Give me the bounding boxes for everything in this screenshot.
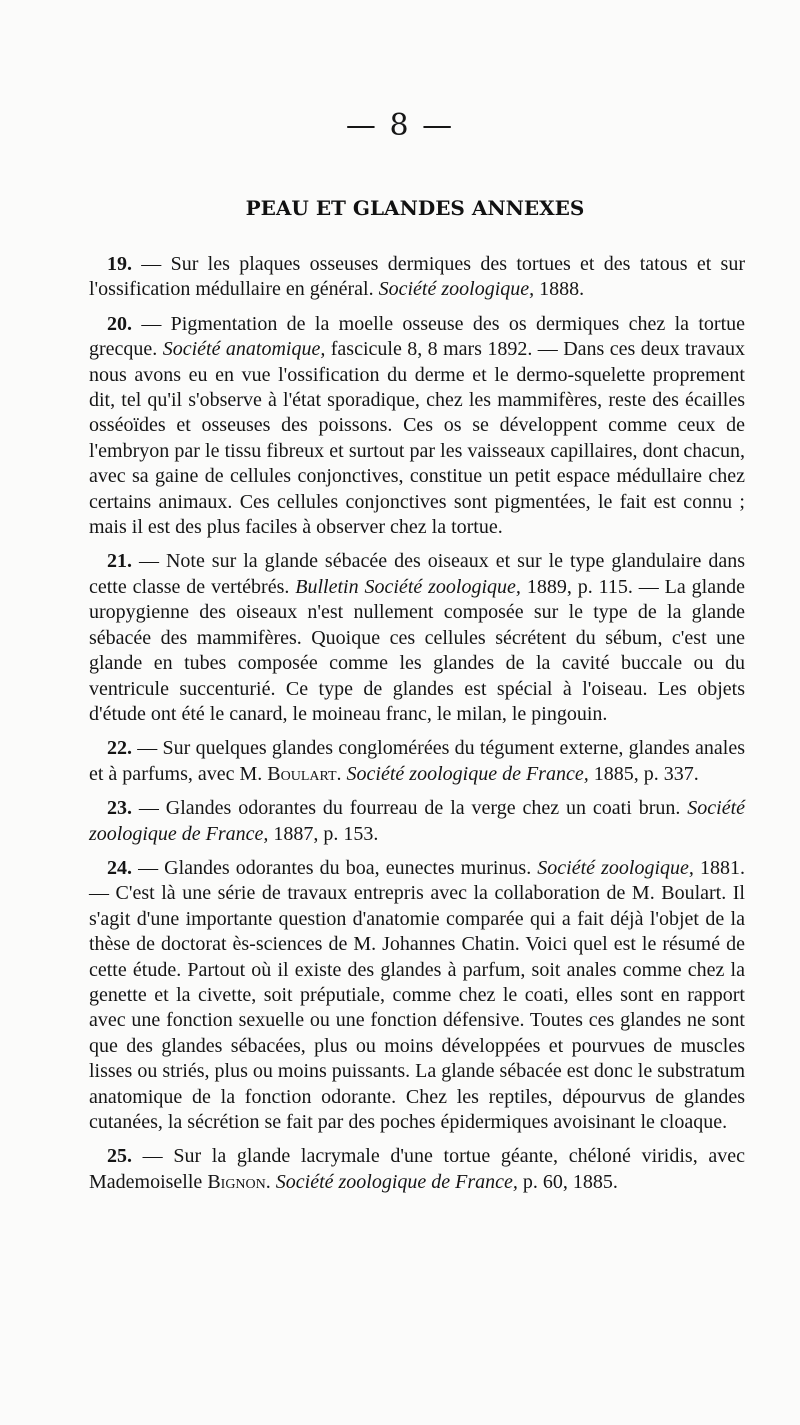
entry-reference: Bulletin Société zoologique, bbox=[295, 575, 521, 598]
entry-20 bbox=[89, 312, 745, 541]
entry-author: Boulart bbox=[267, 762, 337, 785]
entry-number: 19. bbox=[107, 253, 132, 275]
entry-text: 1889, p. 115. — La glande uropygienne des oiseaux n'est nullement composée sur le type de la glande sébacée des mammifères. Quoique ces cellules sécrétent du sébum, c'est une glande en tubes composée comme les glandes de la cavité buccale ou du ventricule succenturié. Ce type de glandes est spécial à l'oiseau. Les objets d'étude ont été le canard, le moineau franc, le milan, le pingouin. bbox=[89, 575, 745, 725]
entry-23 bbox=[89, 796, 745, 847]
entry-number: 23. bbox=[107, 797, 132, 820]
entry-reference: Société zoologique de France, bbox=[275, 1170, 518, 1193]
section-title: PEAU ET GLANDES ANNEXES bbox=[245, 196, 585, 220]
entry-24 bbox=[89, 856, 745, 1135]
page-number: — 8 — bbox=[345, 108, 455, 143]
entry-text: 1887, p. 153. bbox=[268, 822, 379, 845]
entry-25 bbox=[89, 1144, 745, 1195]
entry-text: — Glandes odorantes du fourreau de la verge chez un coati brun. bbox=[138, 797, 688, 820]
entry-reference: Société zoologique, bbox=[378, 278, 535, 301]
entry-number: 24. bbox=[107, 856, 132, 879]
entry-reference: Société anatomique, bbox=[162, 338, 326, 361]
entry-author: Bignon bbox=[207, 1170, 266, 1193]
entry-text: — Note sur la glande sébacée des oiseaux et sur le type glandulaire dans cette classe de vertébrés. bbox=[89, 550, 746, 598]
entry-text: — Sur quelques glandes conglomérées du tégument externe, glandes anales et à parfums, avec M. bbox=[89, 737, 745, 785]
entry-text: p. 60, 1885. bbox=[517, 1170, 618, 1193]
entry-number: 20. bbox=[107, 312, 132, 335]
entry-text: . bbox=[265, 1170, 276, 1193]
entry-text: 1881. — C'est là une série de travaux entrepris avec la collaboration de M. Boulart. Il s'agit d'une importante question d'anatomie comparée qui a fait déjà l'objet de la thèse de doctorat ès-sciences de M. Johannes Chatin. Voici quel est le résumé de cette étude. Partout où il existe des glandes à parfum, soit anales comme chez la genette et la civette, soit préputiale, comme chez le coati, elles sont en rapport avec une fonction sexuelle ou une fonction défensive. Toutes ces glandes ne sont que des glandes sébacées, plus ou moins développées et pourvues de muscles lisses ou striés, plus ou moins puissants. La glande sébacée est donc le substratum anatomique de la fonction odorante. Chez les reptiles, dépourvus de glandes cutanées, la sécrétion se fait par des poches épidermiques avoisinant le cloaque. bbox=[89, 856, 746, 1133]
entry-text: — Glandes odorantes du boa, eunectes murinus. bbox=[138, 856, 538, 879]
entry-reference: Société zoologique, bbox=[537, 856, 694, 879]
entry-text: 1888. bbox=[534, 278, 585, 301]
entry-number: 25. bbox=[107, 1145, 132, 1168]
entry-19 bbox=[89, 252, 745, 303]
entry-text: — Sur les plaques osseuses dermiques des tortues et des tatous et sur l'ossification médullaire en général. bbox=[89, 253, 745, 301]
entry-21 bbox=[89, 549, 745, 727]
entry-reference: Société zoologique de France, bbox=[89, 797, 746, 845]
entry-number: 21. bbox=[107, 550, 132, 573]
entry-text: — Pigmentation de la moelle osseuse des os dermiques chez la tortue grecque. bbox=[89, 312, 746, 361]
entry-text: . bbox=[336, 762, 347, 785]
entry-reference: Société zoologique de France, bbox=[346, 762, 589, 785]
entry-text: fascicule 8, 8 mars 1892. — Dans ces deux travaux nous avons eu en vue l'ossification du derme et le dermo-squelette proprement dit, tel qu'il s'observe à l'état sporadique, chez les mammifères, reste des écailles osséoïdes et osseuses des poissons. Ces os se développent comme ceux de l'embryon par le tissu fibreux et surtout par les vaisseaux capillaires, dont chacun, avec sa gaine de cellules conjonctives, constitue un petit espace médullaire chez certains animaux. Ces cellules conjonctives sont pigmentées, le fait est connu ; mais il est des plus faciles à observer chez la tortue. bbox=[89, 338, 745, 539]
entries-list bbox=[89, 252, 745, 1204]
entry-number: 22. bbox=[107, 737, 132, 760]
entry-22 bbox=[89, 736, 745, 787]
entry-text: — Sur la glande lacrymale d'une tortue géante, chéloné viridis, avec Mademoiselle bbox=[89, 1145, 745, 1193]
entry-text: 1885, p. 337. bbox=[588, 762, 699, 785]
